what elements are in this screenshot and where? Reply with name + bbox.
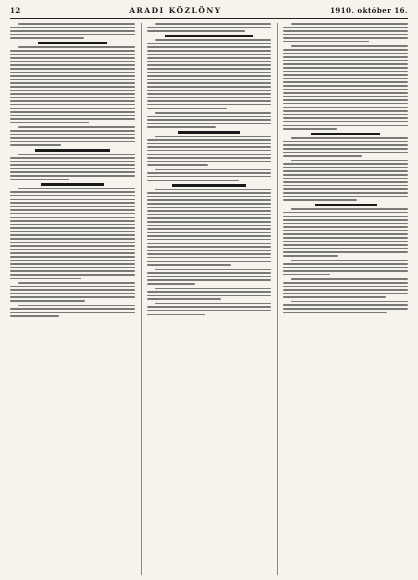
- text-line: [147, 172, 272, 174]
- text-line: [10, 179, 69, 181]
- text-line: [283, 121, 408, 123]
- text-line: [18, 188, 135, 190]
- text-line: [10, 217, 135, 219]
- text-line: [10, 231, 135, 233]
- text-line: [10, 72, 135, 74]
- text-line: [147, 235, 272, 237]
- text-line: [147, 232, 272, 234]
- text-line: [10, 79, 135, 81]
- text-line: [283, 263, 408, 265]
- text-line: [147, 97, 272, 99]
- article-paragraph: [147, 23, 272, 32]
- text-line: [10, 168, 135, 170]
- text-line: [10, 175, 135, 177]
- text-line: [283, 274, 330, 276]
- text-line: [10, 37, 84, 39]
- text-line: [291, 45, 408, 47]
- text-line: [10, 93, 135, 95]
- text-line: [147, 214, 272, 216]
- headline: [41, 183, 103, 186]
- page-header: [10, 6, 408, 19]
- text-line: [10, 199, 135, 201]
- text-line: [10, 296, 135, 298]
- text-line: [10, 50, 135, 52]
- text-line: [147, 243, 272, 245]
- column-middle: [141, 23, 272, 575]
- text-line: [283, 248, 408, 250]
- text-line: [147, 93, 272, 95]
- text-line: [10, 263, 135, 265]
- text-line: [155, 189, 272, 191]
- text-line: [147, 253, 272, 255]
- text-line: [147, 119, 272, 121]
- article-paragraph: [283, 301, 408, 313]
- text-line: [283, 34, 408, 36]
- text-line: [10, 100, 135, 102]
- text-line: [283, 181, 408, 183]
- text-line: [291, 208, 408, 210]
- text-line: [147, 203, 272, 205]
- text-line: [10, 75, 135, 77]
- text-line: [147, 306, 272, 308]
- text-line: [10, 209, 135, 211]
- text-line: [10, 144, 61, 146]
- text-line: [283, 81, 408, 83]
- text-line: [10, 267, 135, 269]
- headline: [178, 131, 240, 134]
- text-line: [155, 169, 272, 171]
- text-line: [18, 46, 135, 48]
- text-line: [147, 192, 272, 194]
- article-columns: [10, 23, 408, 575]
- article-paragraph: [147, 303, 272, 315]
- article-paragraph: [10, 282, 135, 301]
- article-paragraph: [283, 260, 408, 276]
- page-number: 12: [10, 6, 21, 15]
- text-line: [283, 99, 408, 101]
- text-line: [10, 90, 135, 92]
- text-line: [283, 107, 408, 109]
- text-line: [147, 283, 195, 285]
- text-line: [283, 37, 408, 39]
- text-line: [147, 90, 272, 92]
- text-line: [283, 144, 408, 146]
- text-line: [147, 30, 245, 32]
- text-line: [10, 97, 135, 99]
- text-line: [155, 112, 272, 114]
- text-line: [18, 23, 135, 25]
- text-line: [147, 108, 227, 110]
- article-paragraph: [283, 23, 408, 42]
- article-paragraph: [147, 189, 272, 266]
- headline: [35, 149, 110, 152]
- text-line: [283, 49, 408, 51]
- text-line: [147, 199, 272, 201]
- text-line: [283, 78, 408, 80]
- text-line: [147, 27, 272, 29]
- text-line: [155, 136, 272, 138]
- text-line: [147, 161, 272, 163]
- text-line: [147, 225, 272, 227]
- text-line: [10, 238, 135, 240]
- text-line: [283, 251, 408, 253]
- text-line: [10, 286, 135, 288]
- text-line: [10, 68, 135, 70]
- article-paragraph: [147, 169, 272, 181]
- text-line: [147, 279, 272, 281]
- text-line: [283, 92, 408, 94]
- text-line: [147, 57, 272, 59]
- text-line: [283, 128, 336, 130]
- text-line: [147, 276, 272, 278]
- text-line: [10, 111, 135, 113]
- text-line: [10, 30, 135, 32]
- text-line: [283, 216, 408, 218]
- text-line: [10, 227, 135, 229]
- text-line: [283, 226, 408, 228]
- text-line: [283, 185, 408, 187]
- text-line: [147, 180, 239, 182]
- text-line: [147, 217, 272, 219]
- text-line: [147, 126, 216, 128]
- text-line: [283, 89, 408, 91]
- text-line: [283, 241, 408, 243]
- article-paragraph: [10, 188, 135, 279]
- text-line: [283, 244, 408, 246]
- text-line: [10, 137, 135, 139]
- text-line: [10, 118, 135, 120]
- text-line: [283, 53, 408, 55]
- text-line: [10, 242, 135, 244]
- text-line: [147, 86, 272, 88]
- text-line: [10, 86, 135, 88]
- text-line: [283, 125, 408, 127]
- text-line: [283, 163, 408, 165]
- text-line: [283, 141, 408, 143]
- text-line: [147, 150, 272, 152]
- text-line: [147, 310, 272, 312]
- text-line: [283, 167, 408, 169]
- text-line: [147, 164, 208, 166]
- text-line: [10, 108, 135, 110]
- text-line: [10, 104, 135, 106]
- text-line: [10, 206, 135, 208]
- text-line: [10, 157, 135, 159]
- text-line: [283, 56, 408, 58]
- text-line: [10, 134, 135, 136]
- text-line: [291, 301, 408, 303]
- text-line: [147, 46, 272, 48]
- text-line: [10, 34, 135, 36]
- text-line: [283, 114, 408, 116]
- text-line: [10, 57, 135, 59]
- text-line: [283, 304, 408, 306]
- text-line: [155, 23, 272, 25]
- text-line: [147, 64, 272, 66]
- text-line: [283, 103, 408, 105]
- text-line: [283, 293, 408, 295]
- text-line: [147, 61, 272, 63]
- text-line: [10, 171, 135, 173]
- text-line: [147, 298, 222, 300]
- text-line: [147, 261, 272, 263]
- text-line: [283, 117, 408, 119]
- text-line: [283, 192, 408, 194]
- text-line: [147, 100, 272, 102]
- text-line: [10, 54, 135, 56]
- headline: [315, 204, 377, 207]
- text-line: [283, 188, 408, 190]
- text-line: [147, 176, 272, 178]
- text-line: [147, 228, 272, 230]
- text-line: [10, 252, 135, 254]
- article-paragraph: [283, 278, 408, 297]
- text-line: [147, 295, 272, 297]
- text-line: [18, 154, 135, 156]
- text-line: [283, 85, 408, 87]
- text-line: [10, 256, 135, 258]
- article-paragraph: [10, 46, 135, 123]
- text-line: [283, 308, 408, 310]
- article-paragraph: [10, 305, 135, 317]
- text-line: [10, 61, 135, 63]
- text-line: [147, 210, 272, 212]
- text-line: [10, 82, 135, 84]
- text-line: [283, 74, 408, 76]
- text-line: [147, 272, 272, 274]
- text-line: [147, 239, 272, 241]
- text-line: [147, 72, 272, 74]
- text-line: [10, 195, 135, 197]
- text-line: [10, 278, 81, 280]
- text-line: [155, 269, 272, 271]
- headline: [38, 42, 107, 45]
- text-line: [283, 152, 408, 154]
- text-line: [10, 213, 135, 215]
- text-line: [283, 233, 408, 235]
- text-line: [283, 270, 408, 272]
- text-line: [10, 260, 135, 262]
- text-line: [283, 148, 408, 150]
- text-line: [147, 68, 272, 70]
- text-line: [10, 202, 135, 204]
- headline: [165, 35, 252, 38]
- headline: [311, 133, 380, 136]
- text-line: [283, 155, 362, 157]
- text-line: [291, 278, 408, 280]
- headline: [172, 184, 247, 187]
- text-line: [283, 289, 408, 291]
- text-line: [283, 96, 408, 98]
- text-line: [283, 60, 408, 62]
- text-line: [291, 160, 408, 162]
- article-paragraph: [283, 137, 408, 156]
- text-line: [10, 27, 135, 29]
- text-line: [10, 293, 135, 295]
- article-paragraph: [147, 39, 272, 109]
- text-line: [10, 312, 135, 314]
- text-line: [283, 67, 408, 69]
- text-line: [147, 154, 272, 156]
- text-line: [18, 305, 135, 307]
- text-line: [147, 314, 205, 316]
- text-line: [291, 23, 408, 25]
- text-line: [147, 157, 272, 159]
- issue-date: 1910. október 16.: [330, 6, 408, 15]
- text-line: [10, 270, 135, 272]
- text-line: [283, 30, 408, 32]
- text-line: [10, 220, 135, 222]
- text-line: [283, 196, 408, 198]
- text-line: [291, 137, 408, 139]
- column-left: [10, 23, 135, 575]
- text-line: [10, 141, 135, 143]
- article-paragraph: [283, 160, 408, 201]
- text-line: [147, 116, 272, 118]
- text-line: [18, 282, 135, 284]
- text-line: [147, 139, 272, 141]
- text-line: [10, 122, 89, 124]
- text-line: [283, 170, 408, 172]
- text-line: [283, 223, 408, 225]
- text-line: [10, 274, 135, 276]
- text-line: [283, 230, 408, 232]
- text-line: [283, 110, 408, 112]
- text-line: [147, 264, 232, 266]
- article-paragraph: [10, 126, 135, 145]
- text-line: [10, 234, 135, 236]
- text-line: [283, 286, 408, 288]
- text-line: [147, 79, 272, 81]
- text-line: [283, 41, 369, 43]
- text-line: [283, 255, 338, 257]
- text-line: [283, 312, 387, 314]
- text-line: [155, 39, 272, 41]
- article-paragraph: [147, 288, 272, 300]
- article-paragraph: [283, 45, 408, 129]
- text-line: [10, 164, 135, 166]
- text-line: [283, 267, 408, 269]
- text-line: [147, 291, 272, 293]
- text-line: [283, 237, 408, 239]
- text-line: [291, 260, 408, 262]
- text-line: [147, 143, 272, 145]
- column-right: [277, 23, 408, 575]
- text-line: [147, 82, 272, 84]
- text-line: [147, 50, 272, 52]
- text-line: [10, 64, 135, 66]
- text-line: [147, 221, 272, 223]
- article-paragraph: [283, 208, 408, 256]
- text-line: [155, 303, 272, 305]
- text-line: [283, 199, 357, 201]
- text-line: [147, 54, 272, 56]
- text-line: [147, 75, 272, 77]
- text-line: [283, 212, 408, 214]
- text-line: [10, 130, 135, 132]
- text-line: [10, 300, 85, 302]
- text-line: [147, 146, 272, 148]
- article-paragraph: [147, 269, 272, 285]
- text-line: [147, 246, 272, 248]
- article-paragraph: [147, 136, 272, 166]
- article-paragraph: [10, 23, 135, 39]
- text-line: [147, 196, 272, 198]
- text-line: [283, 296, 385, 298]
- text-line: [10, 249, 135, 251]
- text-line: [10, 224, 135, 226]
- text-line: [10, 308, 135, 310]
- article-paragraph: [147, 112, 272, 128]
- text-line: [147, 257, 272, 259]
- text-line: [283, 174, 408, 176]
- newspaper-title: ARADI KÖZLÖNY: [129, 6, 222, 15]
- text-line: [155, 288, 272, 290]
- text-line: [10, 161, 135, 163]
- text-line: [147, 123, 272, 125]
- text-line: [283, 71, 408, 73]
- text-line: [10, 115, 135, 117]
- text-line: [147, 43, 272, 45]
- text-line: [10, 245, 135, 247]
- text-line: [10, 191, 135, 193]
- text-line: [147, 250, 272, 252]
- text-line: [18, 126, 135, 128]
- text-line: [283, 178, 408, 180]
- text-line: [147, 207, 272, 209]
- text-line: [10, 315, 59, 317]
- text-line: [283, 219, 408, 221]
- text-line: [283, 282, 408, 284]
- text-line: [10, 289, 135, 291]
- text-line: [283, 63, 408, 65]
- article-paragraph: [10, 154, 135, 181]
- text-line: [147, 104, 272, 106]
- text-line: [283, 27, 408, 29]
